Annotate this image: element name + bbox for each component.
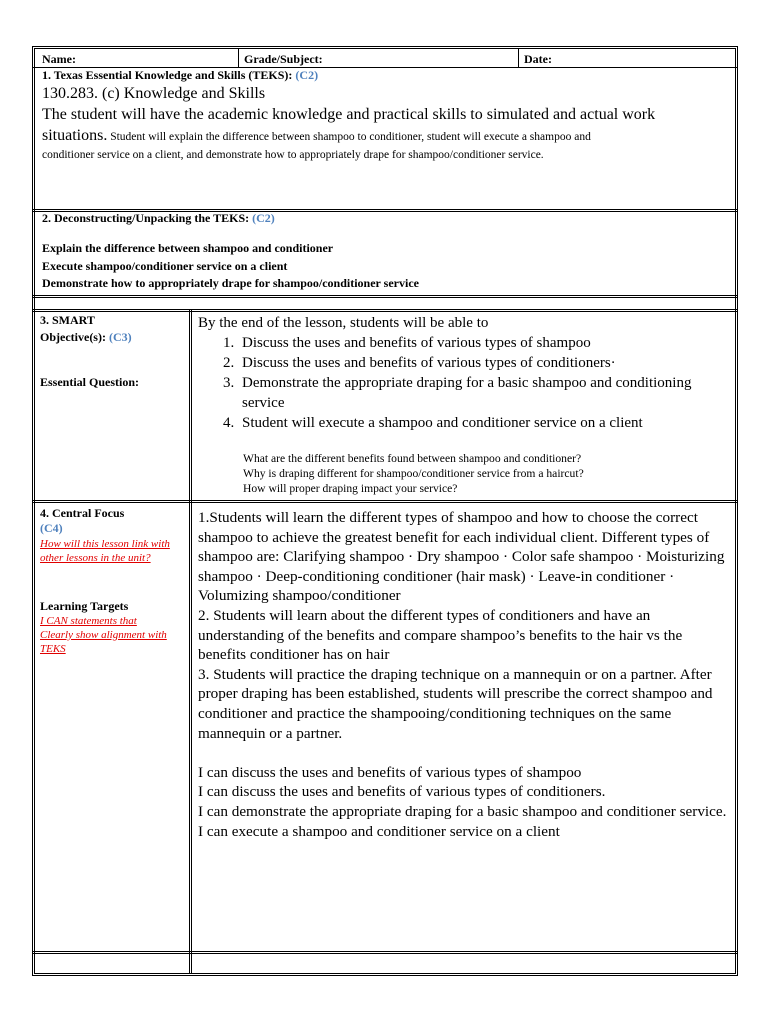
objective-item: 3. Demonstrate the appropriate draping for a basic shampoo and conditioning service (238, 373, 718, 413)
unpacking-heading-line (42, 212, 275, 226)
date-label: Date: (524, 52, 552, 66)
teks-citation: 130.283. (c) Knowledge and Skills (42, 85, 266, 102)
unpacking-code-tag: (C2) (252, 211, 275, 225)
smart-objectives-label-line (40, 331, 132, 345)
smart-objectives-label: Objective(s): (40, 330, 106, 344)
grade-subject-label: Grade/Subject: (244, 52, 323, 66)
paragraph-spacer (198, 743, 734, 763)
teks-statement-lead: situations. (42, 127, 108, 144)
objectives-list-wrap (198, 333, 718, 433)
essential-question: Why is draping different for shampoo/conditioner service from a haircut? (243, 467, 584, 480)
lesson-link-note: How will this lesson link with other lessons in the unit? (40, 538, 170, 564)
section-divider-5 (32, 951, 738, 954)
objectives-intro: By the end of the lesson, students will be able to (198, 315, 489, 331)
essential-question-label: Essential Question: (40, 375, 140, 389)
objective-item: 2. Discuss the uses and benefits of various types of conditioners· (238, 353, 718, 373)
unpacking-item: Demonstrate how to appropriately drape for shampoo/conditioner service (42, 276, 419, 290)
essential-question: What are the different benefits found between shampoo and conditioner? (243, 452, 582, 465)
central-paragraph-1: 1.Students will learn the different types of shampoo and how to choose the correct shampoo to achieve the greatest benefit for each individual client. Different types of shampoo are: Clarifying shampoo · Dry shampoo · Color safe shampoo · Moisturizing shampoo · Deep-conditioning conditioner (hair mask) · Leave-in conditioner · Volumizing shampoo/conditioner (198, 509, 725, 605)
central-focus-label: 4. Central Focus (40, 506, 125, 520)
teks-statement-line-1: The student will have the academic knowledge and practical skills to simulated and actual work (42, 106, 656, 123)
teks-statement-line-3: conditioner service on a client, and demonstrate how to appropriately drape for shampoo/conditioner service. (42, 149, 544, 161)
section-divider-3 (32, 309, 738, 312)
unpacking-item: Execute shampoo/conditioner service on a client (42, 259, 288, 273)
central-focus-body (198, 508, 734, 841)
central-paragraph-3: 3. Students will practice the draping technique on a mannequin or on a partner. After proper draping has been established, students will prescribe the correct shampoo and conditioner and practice the shampooing/conditioning techniques on the same mannequin or a partner. (198, 665, 713, 742)
i-can-statement: I can discuss the uses and benefits of various types of shampoo (198, 763, 582, 781)
smart-label: 3. SMART (40, 313, 95, 327)
teks-heading: 1. Texas Essential Knowledge and Skills (TEKS): (42, 68, 293, 82)
i-can-statement: I can demonstrate the appropriate draping for a basic shampoo and conditioner service. (198, 802, 727, 820)
essential-question: How will proper draping impact your service? (243, 482, 458, 495)
learning-targets-note: I CAN statements that Clearly show alignment with TEKS (40, 615, 167, 655)
section-divider-2 (32, 295, 738, 298)
objectives-list (198, 333, 718, 433)
teks-statement-line-2 (42, 127, 591, 145)
name-label: Name: (42, 52, 76, 66)
header-col-divider-2 (518, 48, 519, 68)
unpacking-heading: 2. Deconstructing/Unpacking the TEKS: (42, 211, 250, 225)
header-col-divider-1 (238, 48, 239, 68)
unpacking-item: Explain the difference between shampoo and conditioner (42, 241, 334, 255)
teks-heading-line (42, 69, 318, 83)
teks-statement-detail: Student will explain the difference between shampoo to conditioner, student will execute a shampoo and (107, 131, 591, 143)
central-paragraph-2: 2. Students will learn about the different types of conditioners and have an understanding of the benefits and compare shampoo’s benefits to the hair vs the benefits conditioner has on hair (198, 606, 683, 664)
teks-code-tag: (C2) (295, 68, 319, 82)
label-column-divider (189, 309, 192, 974)
objective-item: 1. Discuss the uses and benefits of various types of shampoo (238, 333, 718, 353)
objective-item: 4. Student will execute a shampoo and conditioner service on a client (238, 413, 718, 433)
i-can-statement: I can discuss the uses and benefits of various types of conditioners. (198, 783, 606, 801)
section-divider-4 (32, 500, 738, 503)
central-focus-code-tag: (C4) (40, 521, 63, 535)
i-can-statement: I can execute a shampoo and conditioner service on a client (198, 822, 560, 840)
learning-targets-label: Learning Targets (40, 599, 129, 613)
smart-code-tag: (C3) (108, 330, 132, 344)
